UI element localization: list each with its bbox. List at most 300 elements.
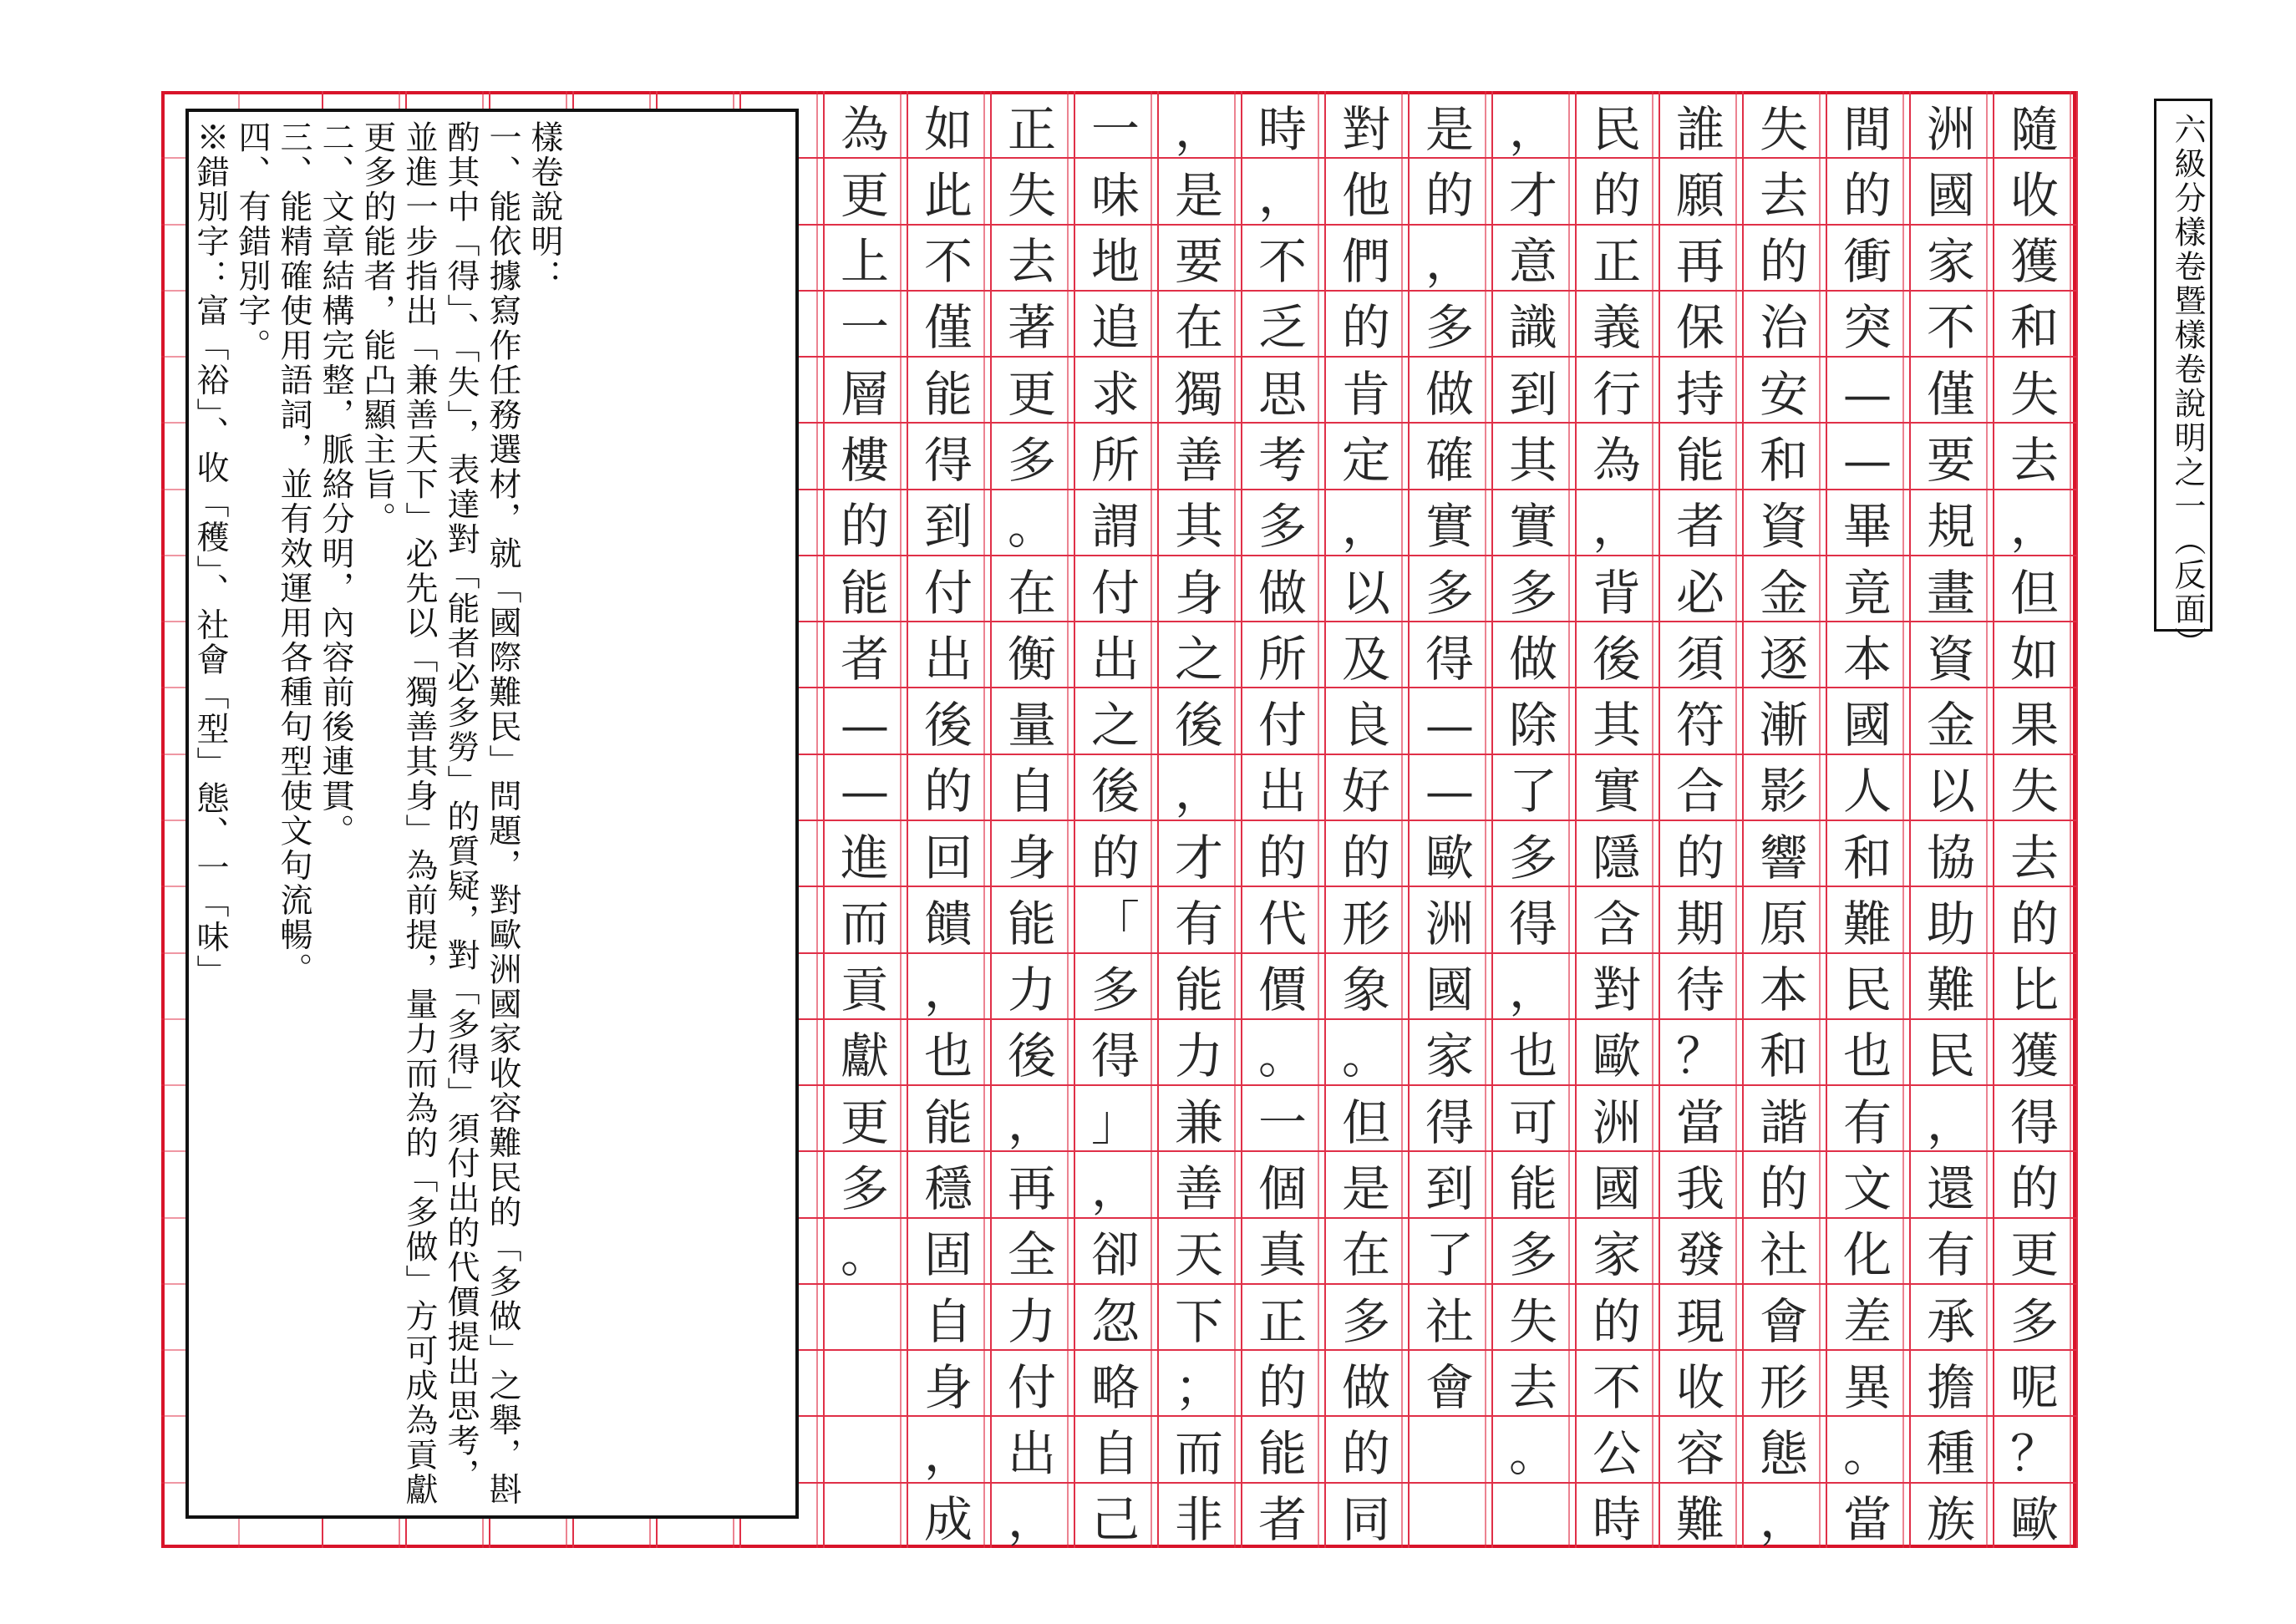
essay-char: 間 xyxy=(1842,101,1892,158)
explanation-box xyxy=(185,109,799,1519)
essay-char: 能 xyxy=(1174,962,1223,1018)
essay-char: 差 xyxy=(1842,1293,1892,1350)
essay-char: 會 xyxy=(1759,1293,1808,1350)
essay-char: 付 xyxy=(923,565,973,622)
essay-char: ， xyxy=(1257,167,1307,224)
essay-char: 非 xyxy=(1174,1491,1223,1548)
essay-char: 金 xyxy=(1926,697,1975,754)
explanation-text xyxy=(189,120,565,1507)
essay-char: 是 xyxy=(1425,101,1474,158)
essay-char: 下 xyxy=(1174,1293,1223,1350)
essay-char: 。 xyxy=(1341,1028,1390,1084)
essay-char: 更 xyxy=(2009,1226,2059,1283)
essay-char: 多 xyxy=(840,1160,889,1217)
essay-char: 正 xyxy=(1007,101,1056,158)
essay-char: 擔 xyxy=(1926,1359,1975,1416)
essay-char: 出 xyxy=(1257,763,1307,820)
essay-char: 的 xyxy=(1341,299,1390,356)
essay-char: 失 xyxy=(1007,167,1056,224)
essay-char: — xyxy=(841,697,889,754)
essay-char: 。 xyxy=(1257,1028,1307,1084)
essay-char: 出 xyxy=(1007,1425,1056,1482)
essay-char: — xyxy=(1843,366,1892,423)
essay-char: 得 xyxy=(923,432,973,489)
essay-char: 必 xyxy=(1675,565,1725,622)
essay-char: 待 xyxy=(1675,962,1725,1018)
essay-char: 和 xyxy=(1759,432,1808,489)
essay-char: 不 xyxy=(923,233,973,290)
essay-char: 響 xyxy=(1759,830,1808,886)
explanation-item-2: 二、文章結構完整，脈絡分明，內容前後連貫。 xyxy=(317,120,354,849)
essay-char: — xyxy=(841,763,889,820)
essay-char: 但 xyxy=(1341,1094,1390,1151)
essay-char: 和 xyxy=(1842,830,1892,886)
essay-char: 付 xyxy=(1007,1359,1056,1416)
essay-char: 著 xyxy=(1007,299,1056,356)
essay-char: 助 xyxy=(1926,896,1975,952)
essay-char: 己 xyxy=(1090,1491,1140,1548)
essay-char: 自 xyxy=(1090,1425,1140,1482)
essay-char: 。 xyxy=(1007,498,1056,555)
essay-char: 金 xyxy=(1759,565,1808,622)
essay-char: 人 xyxy=(1842,763,1892,820)
essay-char: 漸 xyxy=(1759,697,1808,754)
essay-char: ， xyxy=(1090,1160,1140,1217)
grid-line xyxy=(2076,91,2078,1548)
essay-column xyxy=(1994,96,2075,1548)
essay-char: 歐 xyxy=(2009,1491,2059,1548)
essay-char: 多 xyxy=(1257,498,1307,555)
essay-char: 得 xyxy=(1425,1094,1474,1151)
essay-char: 規 xyxy=(1926,498,1975,555)
essay-char: 善 xyxy=(1174,432,1223,489)
essay-char: 的 xyxy=(2009,1160,2059,1217)
essay-char: 代 xyxy=(1257,896,1307,952)
essay-char: 能 xyxy=(1257,1425,1307,1482)
essay-char: 除 xyxy=(1508,697,1557,754)
essay-char: 此 xyxy=(923,167,973,224)
essay-char: 多 xyxy=(1425,299,1474,356)
essay-char: 自 xyxy=(1007,763,1056,820)
essay-char: 願 xyxy=(1675,167,1725,224)
essay-char: 僅 xyxy=(923,299,973,356)
essay-char: 做 xyxy=(1508,631,1557,688)
essay-char: ， xyxy=(1508,962,1557,1018)
essay-char: 資 xyxy=(1926,631,1975,688)
essay-char: 能 xyxy=(923,366,973,423)
essay-char: 當 xyxy=(1842,1491,1892,1548)
essay-char: 得 xyxy=(1090,1028,1140,1084)
essay-column xyxy=(1326,96,1406,1548)
essay-char: 他 xyxy=(1341,167,1390,224)
essay-column xyxy=(1744,96,1824,1548)
essay-char: 求 xyxy=(1090,366,1140,423)
essay-char: 在 xyxy=(1174,299,1223,356)
essay-char: 比 xyxy=(2009,962,2059,1018)
essay-char: 象 xyxy=(1341,962,1390,1018)
essay-char: 承 xyxy=(1926,1293,1975,1350)
essay-char: 隨 xyxy=(2009,101,2059,158)
essay-char: 對 xyxy=(1341,101,1390,158)
essay-char: 能 xyxy=(923,1094,973,1151)
essay-char: 難 xyxy=(1926,962,1975,1018)
essay-char: 識 xyxy=(1508,299,1557,356)
essay-char: 確 xyxy=(1425,432,1474,489)
essay-char: 多 xyxy=(1090,962,1140,1018)
essay-char: 個 xyxy=(1257,1160,1307,1217)
essay-char: 民 xyxy=(1592,101,1641,158)
essay-char: 正 xyxy=(1257,1293,1307,1350)
essay-char: 民 xyxy=(1842,962,1892,1018)
essay-char: 為 xyxy=(1592,432,1641,489)
essay-char: 難 xyxy=(1675,1491,1725,1548)
essay-char: 貢 xyxy=(840,962,889,1018)
essay-char: 到 xyxy=(923,498,973,555)
essay-char: 更 xyxy=(1007,366,1056,423)
essay-char: 僅 xyxy=(1926,366,1975,423)
essay-char: 力 xyxy=(1007,962,1056,1018)
essay-char: 社 xyxy=(1759,1226,1808,1283)
essay-char: 們 xyxy=(1341,233,1390,290)
essay-char: 難 xyxy=(1842,896,1892,952)
essay-char: 考 xyxy=(1257,432,1307,489)
essay-char: 家 xyxy=(1425,1028,1474,1084)
essay-char: 做 xyxy=(1257,565,1307,622)
essay-char: 謂 xyxy=(1090,498,1140,555)
essay-char: 獨 xyxy=(1174,366,1223,423)
essay-char: 竟 xyxy=(1842,565,1892,622)
essay-char: 獲 xyxy=(2009,1028,2059,1084)
essay-char: 的 xyxy=(1592,167,1641,224)
essay-char: 在 xyxy=(1341,1226,1390,1283)
essay-char: 得 xyxy=(2009,1094,2059,1151)
essay-char: 上 xyxy=(840,233,889,290)
essay-char: 量 xyxy=(1007,697,1056,754)
essay-char: 而 xyxy=(840,896,889,952)
essay-char: 出 xyxy=(1090,631,1140,688)
essay-char: 的 xyxy=(1425,167,1474,224)
essay-char: 以 xyxy=(1926,763,1975,820)
explanation-item-4: 四、有錯別字。 xyxy=(233,120,271,363)
essay-char: 如 xyxy=(923,101,973,158)
essay-char: 。 xyxy=(840,1226,889,1283)
essay-char: ， xyxy=(1007,1491,1056,1548)
essay-char: 實 xyxy=(1508,498,1557,555)
essay-char: 收 xyxy=(2009,167,2059,224)
essay-char: 的 xyxy=(923,763,973,820)
essay-char: 歐 xyxy=(1592,1028,1641,1084)
essay-char: 果 xyxy=(2009,697,2059,754)
essay-char: 再 xyxy=(1007,1160,1056,1217)
essay-char: 的 xyxy=(1257,830,1307,886)
essay-char: ， xyxy=(1759,1491,1808,1548)
essay-char: 多 xyxy=(1508,1226,1557,1283)
essay-char: ？ xyxy=(2009,1425,2059,1482)
essay-char: 行 xyxy=(1592,366,1641,423)
essay-char: 成 xyxy=(923,1491,973,1548)
essay-char: 時 xyxy=(1257,101,1307,158)
essay-char: 以 xyxy=(1341,565,1390,622)
essay-char: 能 xyxy=(840,565,889,622)
essay-char: 付 xyxy=(1257,697,1307,754)
essay-char: 地 xyxy=(1090,233,1140,290)
essay-char: 真 xyxy=(1257,1226,1307,1283)
essay-char: 和 xyxy=(1759,1028,1808,1084)
essay-char: 現 xyxy=(1675,1293,1725,1350)
essay-char: 其 xyxy=(1174,498,1223,555)
essay-char: ， xyxy=(1174,101,1223,158)
essay-char: 的 xyxy=(1341,830,1390,886)
essay-char: 符 xyxy=(1675,697,1725,754)
essay-char: 正 xyxy=(1592,233,1641,290)
essay-char: — xyxy=(1425,697,1474,754)
essay-char: ， xyxy=(1007,1094,1056,1151)
essay-char: 對 xyxy=(1592,962,1641,1018)
essay-char: 。 xyxy=(1508,1425,1557,1482)
essay-char: 之 xyxy=(1090,697,1140,754)
essay-char: 多 xyxy=(1007,432,1056,489)
essay-char: 多 xyxy=(1425,565,1474,622)
essay-char: ， xyxy=(1508,101,1557,158)
essay-char: 了 xyxy=(1425,1226,1474,1283)
essay-char: 要 xyxy=(1926,432,1975,489)
essay-char: 再 xyxy=(1675,233,1725,290)
essay-char: 義 xyxy=(1592,299,1641,356)
essay-column xyxy=(1577,96,1657,1548)
essay-char: 力 xyxy=(1174,1028,1223,1084)
essay-char: 也 xyxy=(1842,1028,1892,1084)
explanation-item-1: 一、能依據寫作任務選材，就「國際難民」問題，對歐洲國家收容難民的「多做」之舉，斟酌其中「得」、「失」，表達對「能者必多勞」的質疑，對「多得」須付出的代價提出思考，並進一步指出「兼善天下」必先以「獨善其身」為前提，量力而為的「多做」方可成為貢獻更多的能者，能凸顯主旨。 xyxy=(358,120,521,1507)
essay-column xyxy=(992,96,1072,1548)
essay-column xyxy=(1493,96,1573,1541)
essay-char: 的 xyxy=(1759,1160,1808,1217)
essay-char: 族 xyxy=(1926,1491,1975,1548)
essay-char: 去 xyxy=(1508,1359,1557,1416)
essay-char: 做 xyxy=(1341,1359,1390,1416)
essay-char: 者 xyxy=(840,631,889,688)
essay-char: 為 xyxy=(840,101,889,158)
essay-char: 公 xyxy=(1592,1425,1641,1482)
essay-char: 善 xyxy=(1174,1160,1223,1217)
essay-char: 付 xyxy=(1090,565,1140,622)
essay-char: 容 xyxy=(1675,1425,1725,1482)
essay-char: 饋 xyxy=(923,896,973,952)
essay-char: 所 xyxy=(1257,631,1307,688)
essay-char: 回 xyxy=(923,830,973,886)
essay-char: 安 xyxy=(1759,366,1808,423)
essay-char: 持 xyxy=(1675,366,1725,423)
essay-char: 後 xyxy=(1007,1028,1056,1084)
essay-char: 身 xyxy=(1174,565,1223,622)
essay-char: 追 xyxy=(1090,299,1140,356)
essay-column xyxy=(908,96,988,1548)
essay-char: 不 xyxy=(1926,299,1975,356)
essay-char: 去 xyxy=(2009,830,2059,886)
essay-char: — xyxy=(1843,432,1892,489)
essay-char: 卻 xyxy=(1090,1226,1140,1283)
essay-char: 協 xyxy=(1926,830,1975,886)
essay-char: 收 xyxy=(1675,1359,1725,1416)
essay-char: 去 xyxy=(1759,167,1808,224)
essay-char: 原 xyxy=(1759,896,1808,952)
essay-char: ， xyxy=(923,962,973,1018)
essay-char: 資 xyxy=(1759,498,1808,555)
essay-char: 失 xyxy=(2009,763,2059,820)
essay-char: 保 xyxy=(1675,299,1725,356)
essay-char: 失 xyxy=(1508,1293,1557,1350)
essay-char: 略 xyxy=(1090,1359,1140,1416)
explanation-heading: 樣卷說明： xyxy=(526,120,563,294)
essay-column xyxy=(1159,96,1239,1548)
essay-char: 」 xyxy=(1090,1094,1140,1151)
essay-char: 的 xyxy=(2009,896,2059,952)
essay-char: 民 xyxy=(1926,1028,1975,1084)
essay-char: 可 xyxy=(1508,1094,1557,1151)
essay-char: 後 xyxy=(1592,631,1641,688)
essay-char: 肯 xyxy=(1341,366,1390,423)
essay-char: 形 xyxy=(1341,896,1390,952)
essay-char: 本 xyxy=(1842,631,1892,688)
essay-char: 的 xyxy=(840,498,889,555)
essay-char: 自 xyxy=(923,1293,973,1350)
essay-char: 者 xyxy=(1257,1491,1307,1548)
essay-column xyxy=(1410,96,1490,1541)
essay-char: 突 xyxy=(1842,299,1892,356)
essay-char: 須 xyxy=(1675,631,1725,688)
essay-char: 「 xyxy=(1090,896,1140,952)
essay-char: 能 xyxy=(1508,1160,1557,1217)
essay-char: 好 xyxy=(1341,763,1390,820)
essay-char: 多 xyxy=(1508,565,1557,622)
essay-char: — xyxy=(1425,763,1474,820)
essay-char: ， xyxy=(923,1425,973,1482)
essay-char: 之 xyxy=(1174,631,1223,688)
essay-char: 層 xyxy=(840,366,889,423)
essay-char: 到 xyxy=(1508,366,1557,423)
essay-char: 如 xyxy=(2009,631,2059,688)
essay-char: 得 xyxy=(1425,631,1474,688)
essay-char: 的 xyxy=(1341,1425,1390,1482)
essay-char: 一 xyxy=(1090,101,1140,158)
essay-char: 固 xyxy=(923,1226,973,1283)
essay-char: 的 xyxy=(1257,1359,1307,1416)
essay-column xyxy=(1911,96,1991,1548)
page-title-box xyxy=(2154,99,2212,661)
essay-char: 天 xyxy=(1174,1226,1223,1283)
essay-column xyxy=(1242,96,1323,1548)
essay-char: 一 xyxy=(840,299,889,356)
essay-char: 多 xyxy=(1508,830,1557,886)
essay-char: 隱 xyxy=(1592,830,1641,886)
essay-char: 思 xyxy=(1257,366,1307,423)
essay-char: 價 xyxy=(1257,962,1307,1018)
essay-char: 但 xyxy=(2009,565,2059,622)
essay-char: 才 xyxy=(1174,830,1223,886)
essay-char: ； xyxy=(1174,1359,1223,1416)
essay-char: 當 xyxy=(1675,1094,1725,1151)
essay-char: 樓 xyxy=(840,432,889,489)
essay-char: 失 xyxy=(1759,101,1808,158)
essay-char: 者 xyxy=(1675,498,1725,555)
essay-char: 同 xyxy=(1341,1491,1390,1548)
essay-char: 衝 xyxy=(1842,233,1892,290)
essay-char: 化 xyxy=(1842,1226,1892,1283)
essay-char: 誰 xyxy=(1675,101,1725,158)
essay-char: 不 xyxy=(1592,1359,1641,1416)
essay-char: 了 xyxy=(1508,763,1557,820)
page-title: 六級分樣卷暨樣卷說明之一（反面） xyxy=(2169,113,2206,661)
essay-char: 社 xyxy=(1425,1293,1474,1350)
essay-char: 後 xyxy=(923,697,973,754)
essay-char: 乏 xyxy=(1257,299,1307,356)
essay-char: 家 xyxy=(1592,1226,1641,1283)
essay-char: 國 xyxy=(1926,167,1975,224)
essay-column xyxy=(825,96,905,1541)
essay-char: 國 xyxy=(1592,1160,1641,1217)
essay-char: 獲 xyxy=(2009,233,2059,290)
essay-char: 合 xyxy=(1675,763,1725,820)
essay-char: 會 xyxy=(1425,1359,1474,1416)
essay-char: 洲 xyxy=(1592,1094,1641,1151)
essay-char: ， xyxy=(1592,498,1641,555)
essay-char: 兼 xyxy=(1174,1094,1223,1151)
essay-char: 不 xyxy=(1257,233,1307,290)
essay-char: 文 xyxy=(1842,1160,1892,1217)
essay-char: 及 xyxy=(1341,631,1390,688)
essay-char: ， xyxy=(1341,498,1390,555)
essay-char: 意 xyxy=(1508,233,1557,290)
essay-char: 所 xyxy=(1090,432,1140,489)
essay-char: 背 xyxy=(1592,565,1641,622)
essay-char: 洲 xyxy=(1425,896,1474,952)
essay-char: 在 xyxy=(1007,565,1056,622)
essay-char: 其 xyxy=(1508,432,1557,489)
essay-char: 國 xyxy=(1842,697,1892,754)
essay-char: ， xyxy=(2009,498,2059,555)
essay-char: 態 xyxy=(1759,1425,1808,1482)
essay-char: 呢 xyxy=(2009,1359,2059,1416)
essay-char: 本 xyxy=(1759,962,1808,1018)
essay-char: 歐 xyxy=(1425,830,1474,886)
essay-char: 期 xyxy=(1675,896,1725,952)
essay-char: 進 xyxy=(840,830,889,886)
essay-char: 能 xyxy=(1675,432,1725,489)
essay-char: ， xyxy=(1425,233,1474,290)
essay-char: 一 xyxy=(1257,1094,1307,1151)
essay-char: 而 xyxy=(1174,1425,1223,1482)
essay-char: 發 xyxy=(1675,1226,1725,1283)
essay-char: 的 xyxy=(1090,830,1140,886)
essay-char: 穩 xyxy=(923,1160,973,1217)
essay-char: 有 xyxy=(1926,1226,1975,1283)
essay-char: 身 xyxy=(923,1359,973,1416)
essay-char: 畢 xyxy=(1842,498,1892,555)
essay-char: 失 xyxy=(2009,366,2059,423)
essay-column xyxy=(1660,96,1740,1548)
essay-char: 去 xyxy=(1007,233,1056,290)
essay-char: 更 xyxy=(840,167,889,224)
essay-char: 衡 xyxy=(1007,631,1056,688)
explanation-item-3: 三、能精確使用語詞，並有效運用各種句型使文句流暢。 xyxy=(275,120,312,987)
essay-column xyxy=(1075,96,1156,1548)
essay-char: 畫 xyxy=(1926,565,1975,622)
essay-char: 獻 xyxy=(840,1028,889,1084)
essay-char: 的 xyxy=(1842,167,1892,224)
essay-char: 出 xyxy=(923,631,973,688)
essay-char: 是 xyxy=(1341,1160,1390,1217)
essay-char: 治 xyxy=(1759,299,1808,356)
essay-char: 更 xyxy=(840,1094,889,1151)
